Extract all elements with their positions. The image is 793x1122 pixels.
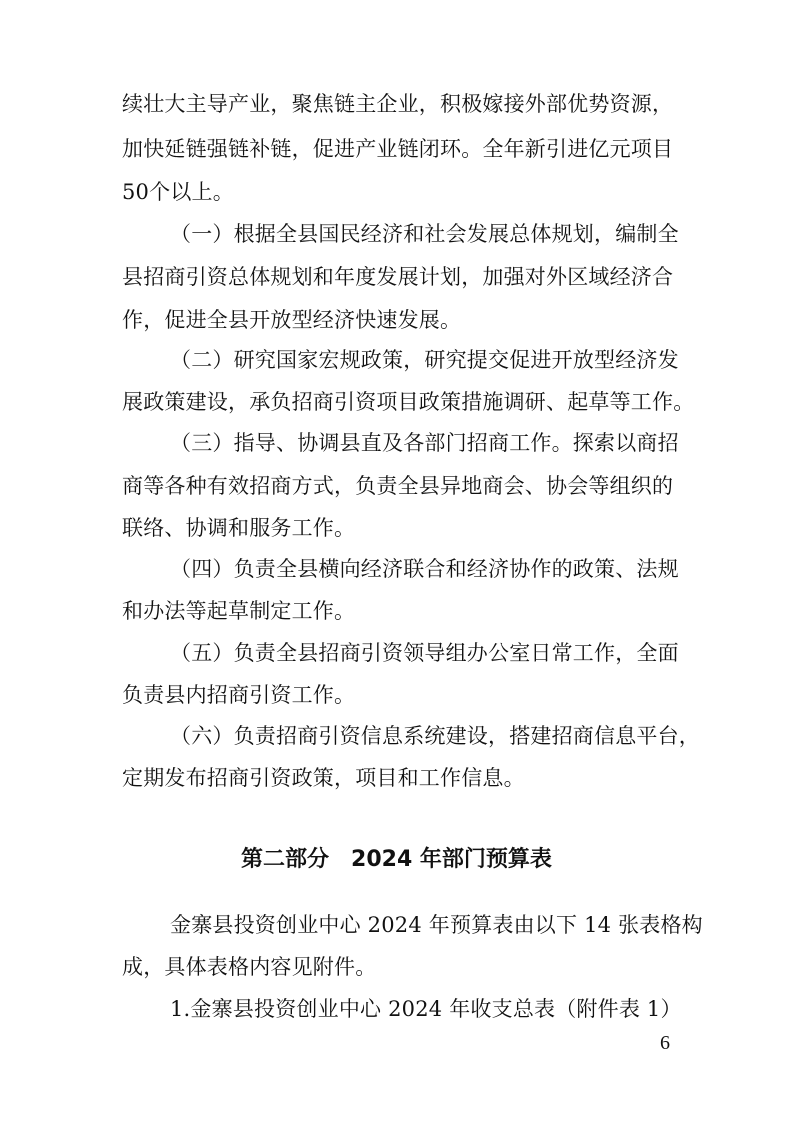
- body-line: 续壮大主导产业，聚焦链主企业，积极嫁接外部优势资源，: [122, 92, 674, 116]
- body-line: 作，促进全县开放型经济快速发展。: [122, 308, 462, 332]
- section-heading: 第二部分 2024 年部门预算表: [241, 847, 552, 872]
- body-line: 定期发布招商引资政策，项目和工作信息。: [122, 766, 525, 790]
- page-number: 6: [660, 1032, 670, 1054]
- list-item: 1.金寨县投资创业中心 2024 年收支总表（附件表 1）: [170, 997, 682, 1021]
- body-line: 展政策建设，承负招商引资项目政策措施调研、起草等工作。: [122, 390, 695, 414]
- body-line: 联络、协调和服务工作。: [122, 516, 356, 540]
- paragraph-4-start: （四）负责全县横向经济联合和经济协作的政策、法规: [170, 557, 679, 581]
- paragraph-1-start: （一）根据全县国民经济和社会发展总体规划，编制全: [170, 222, 679, 246]
- section-paragraph-start: 金寨县投资创业中心 2024 年预算表由以下 14 张表格构: [170, 913, 703, 937]
- body-line: 加快延链强链补链，促进产业链闭环。全年新引进亿元项目: [122, 137, 674, 161]
- body-line: 商等各种有效招商方式，负责全县异地商会、协会等组织的: [122, 474, 674, 498]
- section-line: 成，具体表格内容见附件。: [122, 955, 377, 979]
- body-line: 负责县内招商引资工作。: [122, 683, 356, 707]
- paragraph-6-start: （六）负责招商引资信息系统建设，搭建招商信息平台，: [170, 724, 700, 748]
- body-line: 和办法等起草制定工作。: [122, 599, 356, 623]
- body-line: 县招商引资总体规划和年度发展计划，加强对外区域经济合: [122, 265, 674, 289]
- body-line: 50个以上。: [122, 180, 234, 204]
- paragraph-5-start: （五）负责全县招商引资领导组办公室日常工作，全面: [170, 641, 679, 665]
- paragraph-2-start: （二）研究国家宏规政策，研究提交促进开放型经济发: [170, 348, 679, 372]
- paragraph-3-start: （三）指导、协调县直及各部门招商工作。探索以商招: [170, 431, 679, 455]
